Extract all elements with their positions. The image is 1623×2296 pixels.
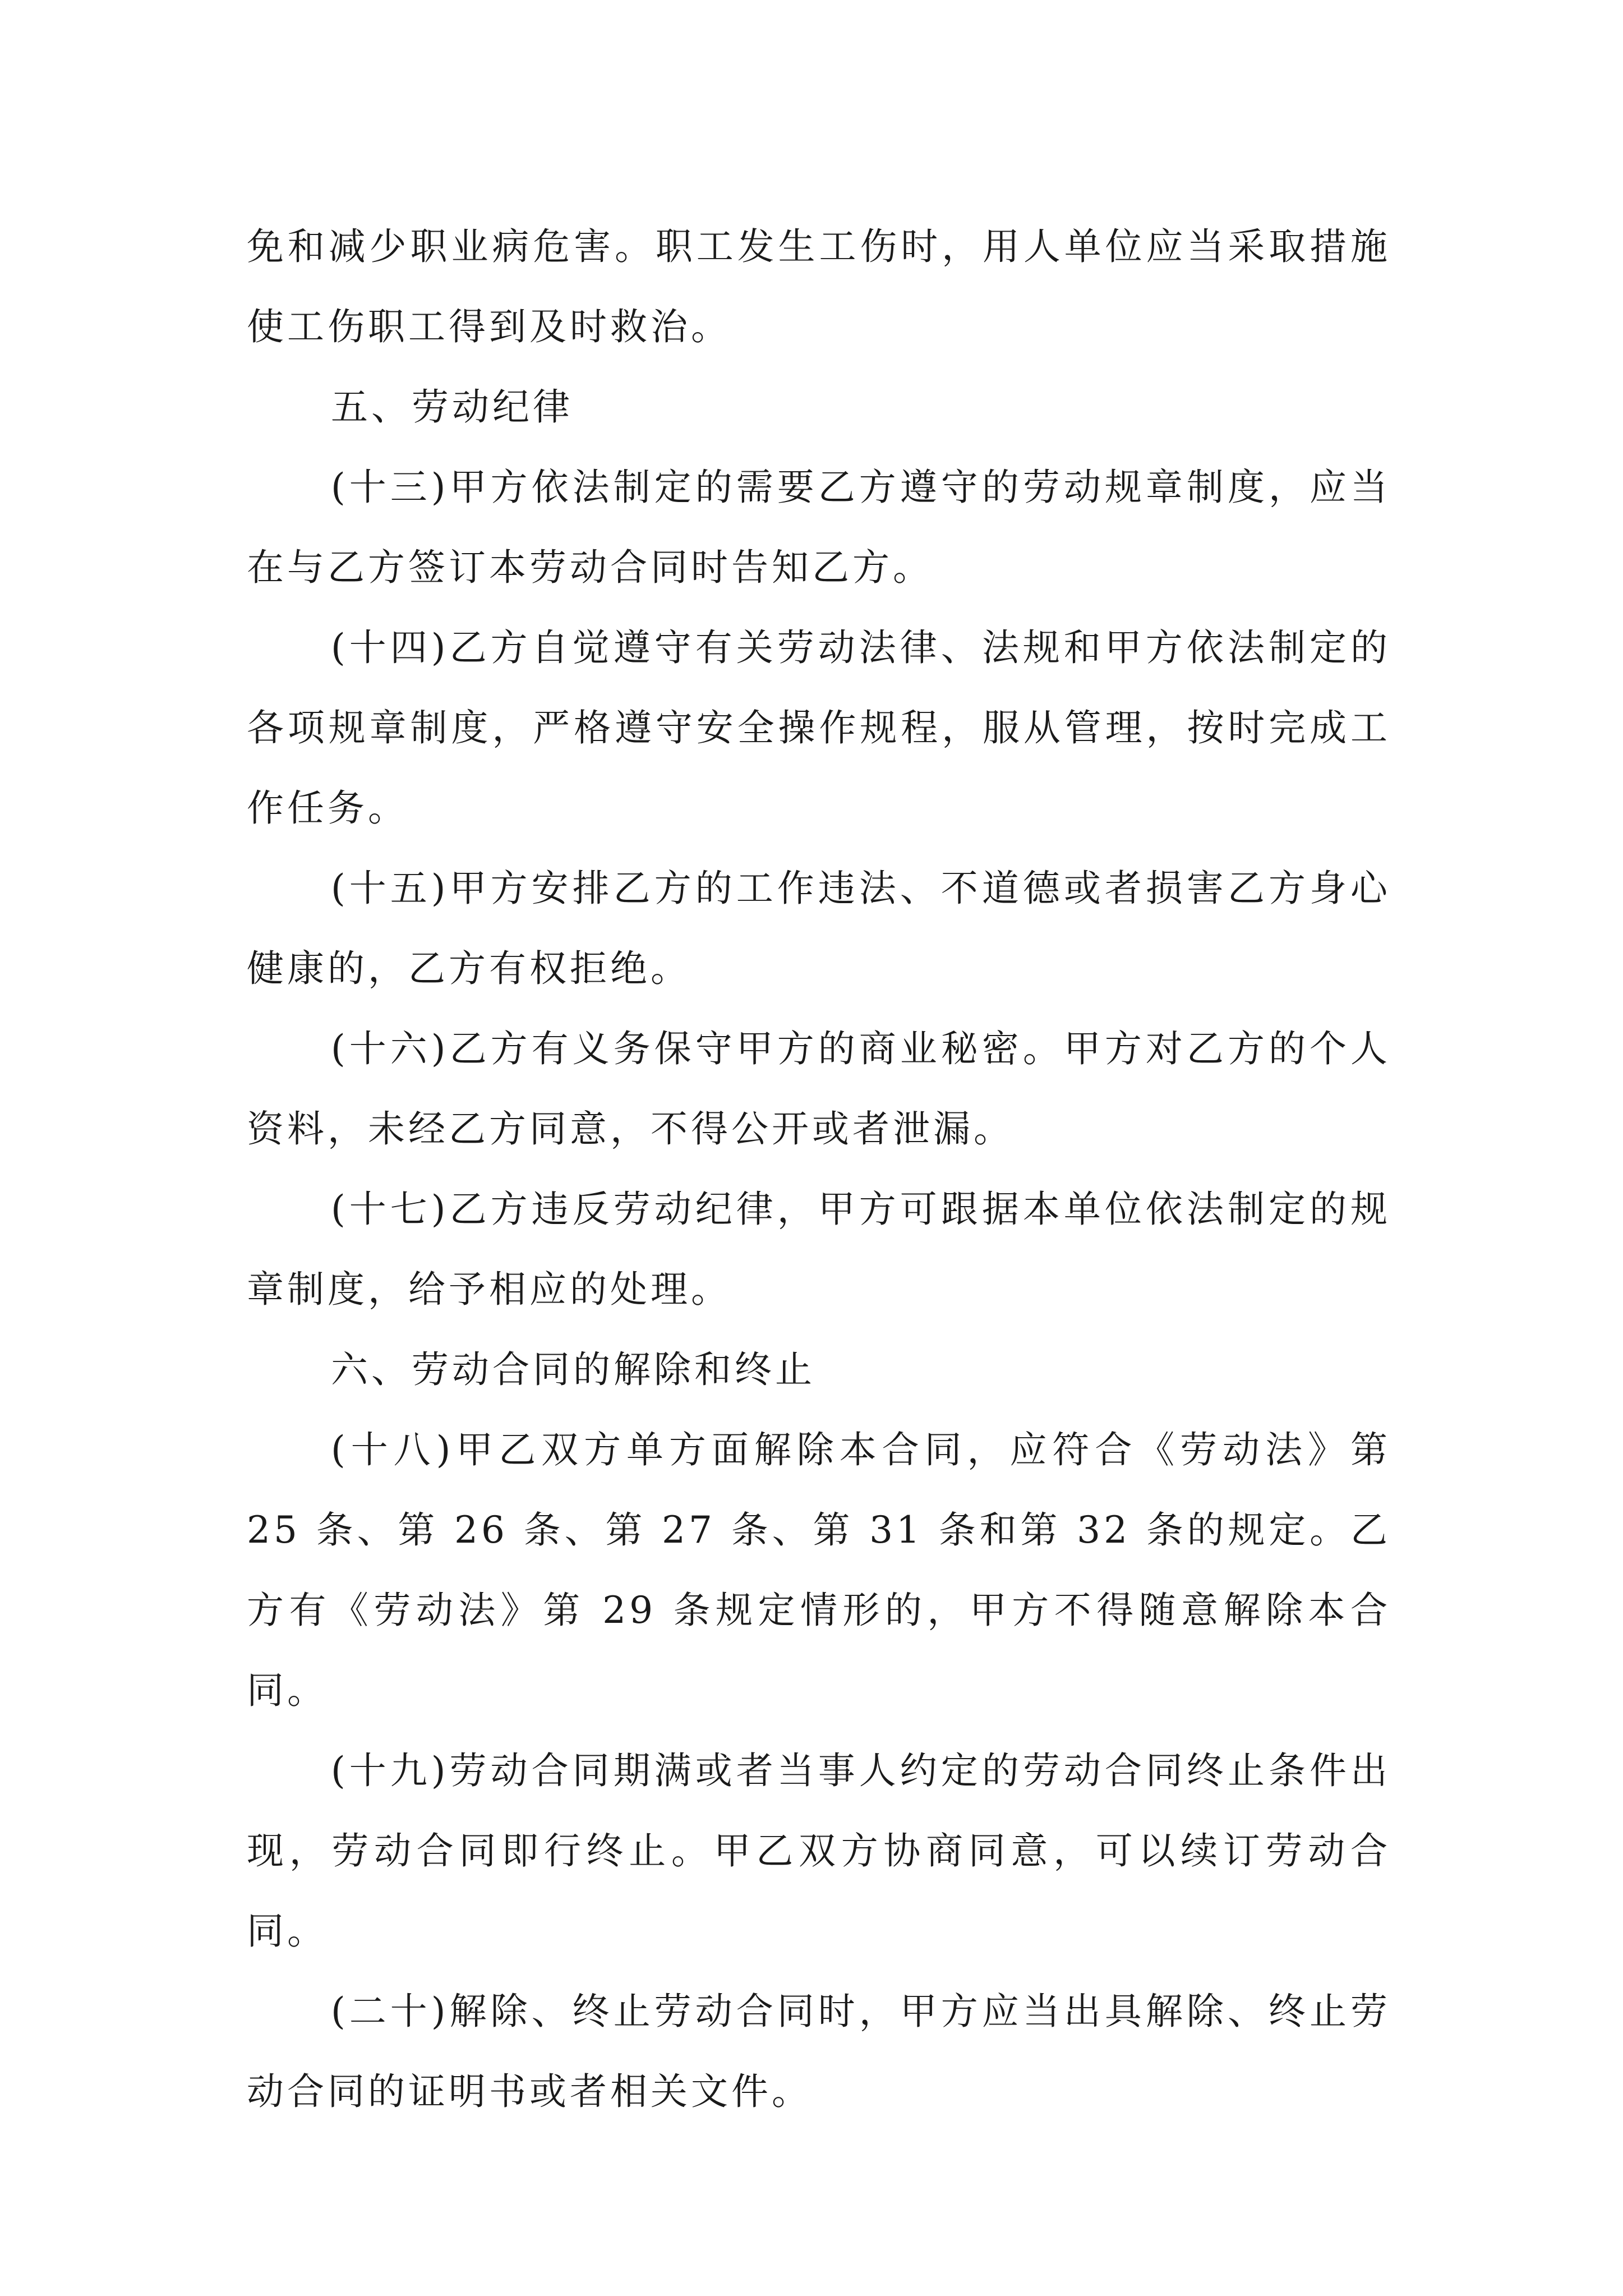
section-heading-termination: 六、劳动合同的解除和终止 [331, 1348, 815, 1391]
section-heading-labor-discipline: 五、劳动纪律 [331, 385, 573, 429]
clause-20: (二十)解除、终止劳动合同时，甲方应当出具解除、终止劳动合同的证明书或者相关文件。 [247, 1990, 1391, 2113]
clause-14: (十四)乙方自觉遵守有关劳动法律、法规和甲方依法制定的各项规章制度，严格遵守安全操作规程，服从管理，按时完成工作任务。 [247, 626, 1391, 830]
clause-18: (十八)甲乙双方单方面解除本合同，应符合《劳动法》第 25 条、第 26 条、第 27 条、第 31 条和第 32 条的规定。乙方有《劳动法》第 29 条规定情形的，甲方不得随意解除本合同。 [247, 1428, 1391, 1712]
paragraph-continuation: 免和减少职业病危害。职工发生工伤时，用人单位应当采取措施使工伤职工得到及时救治。 [247, 225, 1391, 348]
clause-16: (十六)乙方有义务保守甲方的商业秘密。甲方对乙方的个人资料，未经乙方同意，不得公开或者泄漏。 [247, 1027, 1391, 1151]
clause-15: (十五)甲方安排乙方的工作违法、不道德或者损害乙方身心健康的，乙方有权拒绝。 [247, 867, 1391, 990]
clause-17: (十七)乙方违反劳动纪律，甲方可跟据本单位依法制定的规章制度，给予相应的处理。 [247, 1188, 1391, 1311]
document-body [247, 206, 1391, 2132]
clause-19: (十九)劳动合同期满或者当事人约定的劳动合同终止条件出现，劳动合同即行终止。甲乙双方协商同意，可以续订劳动合同。 [247, 1749, 1391, 1953]
clause-13: (十三)甲方依法制定的需要乙方遵守的劳动规章制度，应当在与乙方签订本劳动合同时告知乙方。 [247, 466, 1391, 589]
